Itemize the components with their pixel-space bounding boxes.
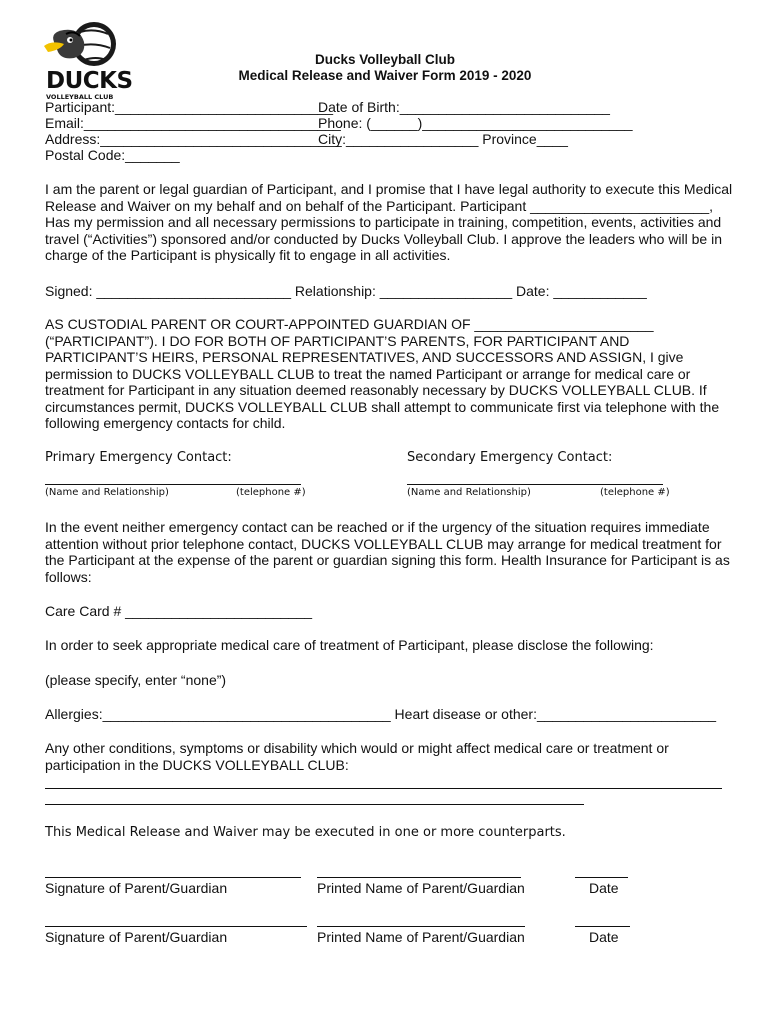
intro-line: Has my permission and all necessary permissions to participate in training, competition, events, activities and xyxy=(45,214,722,230)
signature-line[interactable] xyxy=(45,877,301,878)
neither-line: the Participant at the expense of the parent or guardian signing this form. Health Insurance for Participant is as xyxy=(45,552,730,568)
primary-telephone-caption: (telephone #) xyxy=(236,487,306,498)
neither-line: follows: xyxy=(45,568,92,585)
participant-field[interactable]: Participant:____________________________ xyxy=(45,99,334,115)
form-title: Medical Release and Waiver Form 2019 - 2020 xyxy=(238,68,532,83)
custodial-line: treatment for Participant in any situation deemed reasonably necessary by DUCKS VOLLEYBALL CLUB. If xyxy=(45,382,707,398)
date-caption: Date xyxy=(589,929,619,945)
logo-word: DUCKS xyxy=(46,68,133,94)
conditions-answer-line[interactable] xyxy=(45,804,584,805)
other-conditions-line: Any other conditions, symptoms or disability which would or might affect medical care or treatment or xyxy=(45,740,669,756)
signed-relationship-date-line[interactable]: Signed: _________________________ Relationship: _________________ Date: ____________ xyxy=(45,283,647,299)
custodial-line: circumstances permit, DUCKS VOLLEYBALL CLUB shall attempt to communicate first via telephone with the xyxy=(45,398,720,415)
other-conditions-line: participation in the DUCKS VOLLEYBALL CLUB: xyxy=(45,756,349,773)
care-card-field[interactable]: Care Card # ________________________ xyxy=(45,603,313,619)
date-line[interactable] xyxy=(575,926,630,927)
printed-name-caption: Printed Name of Parent/Guardian xyxy=(317,880,525,896)
secondary-name-caption: (Name and Relationship) xyxy=(407,487,531,498)
date-of-birth-field[interactable]: Date of Birth:___________________________ xyxy=(318,99,610,115)
intro-paragraph xyxy=(45,181,732,264)
counterparts-text: This Medical Release and Waiver may be executed in one or more counterparts. xyxy=(45,825,566,840)
printed-name-line[interactable] xyxy=(317,926,525,927)
secondary-contact-line[interactable] xyxy=(407,484,663,485)
printed-name-caption: Printed Name of Parent/Guardian xyxy=(317,929,525,945)
printed-name-line[interactable] xyxy=(317,877,521,878)
custodial-line: AS CUSTODIAL PARENT OR COURT-APPOINTED GUARDIAN OF _______________________ xyxy=(45,316,654,332)
custodial-paragraph xyxy=(45,316,719,432)
phone-field[interactable]: Phone: (______)___________________________ xyxy=(318,115,633,131)
date-caption: Date xyxy=(589,880,619,896)
neither-paragraph xyxy=(45,519,730,585)
intro-line: charge of the Participant is physically fit to engage in all activities. xyxy=(45,247,451,263)
custodial-line: (“PARTICIPANT”). I DO FOR BOTH OF PARTICIPANT’S PARENTS, FOR PARTICIPANT AND xyxy=(45,332,630,349)
signature-line[interactable] xyxy=(45,926,307,927)
intro-line: I am the parent or legal guardian of Participant, and I promise that I have legal authority to execute this Medical xyxy=(45,181,733,197)
primary-name-caption: (Name and Relationship) xyxy=(45,487,169,498)
custodial-line: PARTICIPANT’S HEIRS, PERSONAL REPRESENTATIVES, AND SUCCESSORS AND ASSIGN, I give xyxy=(45,349,684,365)
custodial-line: following emergency contacts for child. xyxy=(45,415,286,431)
postal-code-field[interactable]: Postal Code:_______ xyxy=(45,147,180,163)
allergies-heart-field[interactable]: Allergies:_____________________________________ Heart disease or other:_______________________ xyxy=(45,706,717,722)
secondary-telephone-caption: (telephone #) xyxy=(600,487,670,498)
city-province-field[interactable]: City:_________________ Province____ xyxy=(318,131,568,147)
address-field[interactable]: Address:_______________________________ xyxy=(45,131,342,147)
conditions-answer-line[interactable] xyxy=(45,788,722,789)
neither-line: attention without prior telephone contact, DUCKS VOLLEYBALL CLUB may arrange for medical treatment for xyxy=(45,535,722,552)
logo-subtitle: VOLLEYBALL CLUB xyxy=(46,93,114,101)
intro-line: travel (“Activities”) sponsored and/or conducted by Ducks Volleyball Club. I approve the leaders who will be in xyxy=(45,230,723,247)
secondary-contact-label: Secondary Emergency Contact: xyxy=(407,450,613,465)
disclose-text: In order to seek appropriate medical care of treatment of Participant, please disclose the following: xyxy=(45,637,654,653)
primary-contact-label: Primary Emergency Contact: xyxy=(45,450,232,465)
specify-text: (please specify, enter “none”) xyxy=(45,672,227,688)
signature-caption: Signature of Parent/Guardian xyxy=(45,880,228,896)
intro-line: Release and Waiver on my behalf and on behalf of the Participant. Participant _______________________, xyxy=(45,197,714,214)
neither-line: In the event neither emergency contact can be reached or if the urgency of the situation requires immediate xyxy=(45,519,710,535)
primary-contact-line[interactable] xyxy=(45,484,301,485)
date-line[interactable] xyxy=(575,877,628,878)
signature-caption: Signature of Parent/Guardian xyxy=(45,929,228,945)
custodial-line: permission to DUCKS VOLLEYBALL CLUB to treat the named Participant or arrange for medical care or xyxy=(45,365,691,382)
email-field[interactable]: Email:_________________________________ xyxy=(45,115,341,131)
club-name: Ducks Volleyball Club xyxy=(314,52,456,67)
other-conditions-paragraph xyxy=(45,740,669,773)
